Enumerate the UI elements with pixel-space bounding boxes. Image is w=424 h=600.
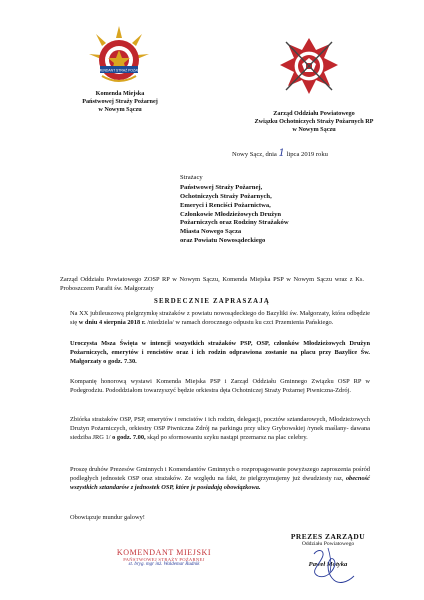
date-suffix: lipca 2019 roku xyxy=(286,151,328,158)
para1-date: w dniu 4 sierpnia 2018 r. xyxy=(78,318,146,326)
left-stamp-title: KOMENDANT MIEJSKI xyxy=(116,548,212,557)
left-caption-line2: Państwowej Straży Pożarnej xyxy=(82,98,158,106)
addressee-line4: Emeryci i Renciści Pożarnictwa, xyxy=(180,201,271,209)
request-paragraph xyxy=(70,466,370,492)
para4-time: o godz. 7.00, xyxy=(112,433,146,441)
addressee-line2: Państwowej Straży Pożarnej, xyxy=(180,183,263,191)
mass-paragraph: Uroczysta Msza Święta w intencji wszystkich strażaków PSP, OSP, członków Młodzieżowych Drużyn Pożarniczych, emerytów i rencistów oraz i ich rodzin odprawiona zostanie na placu przy Bazylice Św. Małgorzaty o godz. 7.30. xyxy=(70,340,370,365)
right-caption-line1: Zarząd Oddziału Powiatowego xyxy=(273,110,355,117)
addressee-block xyxy=(180,174,380,246)
psp-logo xyxy=(86,24,152,90)
left-stamp xyxy=(114,548,214,567)
left-stamp-signature: st. bryg. mgr inż. Waldemar Rudnik xyxy=(128,562,200,567)
addressee-line3: Ochotniczych Straży Pożarnych, xyxy=(180,192,272,200)
right-stamp-name: Paweł Motyka xyxy=(308,561,348,568)
para4-end: skąd po sformowaniu szyku nastąpi przemarsz na plac celebry. xyxy=(145,433,308,441)
date-prefix: Nowy Sącz, dnia xyxy=(232,151,277,158)
addressee-line5: Członkowie Młodzieżowych Drużyn xyxy=(180,210,282,218)
handwritten-signature xyxy=(288,546,370,590)
para1-start: Na XX jubileuszową pielgrzymkę strażaków z powiatu nowosądeckiego do Bazyliki św. Małgorzaty, która odbędzie się xyxy=(70,310,370,326)
honor-company-paragraph: Kompanię honorową wystawi Komenda Miejska PSP i Zarząd Oddziału Gminnego Związku OSP RP w Podegrodziu. Pododdziałom towarzyszyć będzie orkiestra dęta Ochotniczej Straży Pożarnej Piwniczna-Zdrój. xyxy=(70,378,370,394)
zosp-logo xyxy=(276,34,342,100)
addressee-line8: oraz Powiatu Nowosądeckiego xyxy=(180,237,266,245)
right-stamp-subtitle: Oddziału Powiatowego xyxy=(301,541,355,547)
pilgrimage-paragraph xyxy=(70,310,370,328)
closing-line: Obowiązuje mundur galowy! xyxy=(70,514,145,521)
gathering-paragraph xyxy=(70,416,370,442)
left-stamp-subtitle: PAŃSTWOWEJ STRAŻY POŻARNEJ xyxy=(123,557,205,562)
right-caption-line3: w Nowym Sączu xyxy=(292,126,336,134)
left-header-caption xyxy=(60,90,180,114)
addressee-line6: Pożarniczych oraz Rodziny Strażaków xyxy=(180,219,289,227)
left-caption-line1: Komenda Miejska xyxy=(95,90,145,97)
para5-start: Proszę druhów Prezesów Gminnych i Komendantów Gminnych o rozpropagowanie powyższego zaproszenia pośród podległych jednostek OSP oraz strażaków. Ze względu na fakt, że pielgrzymujemy już dwudziesty raz, xyxy=(70,466,370,482)
psp-logo-badge-text: KOMENDANT STRAŻ POŻARNA xyxy=(93,68,145,73)
para5-banners: obecność wszystkich sztandarów z jednostek OSP, które je posiadają obowiązkowa. xyxy=(70,474,370,491)
left-caption-line3: w Nowym Sączu xyxy=(98,106,142,114)
intro-paragraph: Zarząd Oddziału Powiatowego ZOSP RP w Nowym Sączu, Komenda Miejska PSP w Nowym Sączu wraz z Ks. Proboszczem Parafii św. Małgorzaty xyxy=(60,276,364,292)
right-stamp-title: PREZES ZARZĄDU xyxy=(290,532,366,541)
right-caption-line2: Związku Ochotniczych Straży Pożarnych RP xyxy=(254,118,374,126)
para1-end: /niedziela/ w ramach dorocznego odpustu ku czci Przemienia Pańskiego. xyxy=(145,318,334,326)
right-header-caption xyxy=(238,110,390,134)
addressee-line1: Strażacy xyxy=(180,174,203,181)
date-line xyxy=(232,148,392,159)
invitation-heading: SERDECZNIE ZAPRASZAJĄ xyxy=(153,298,271,305)
addressee-line7: Miasta Nowego Sącza xyxy=(180,228,242,236)
date-day-handwritten: 1 xyxy=(278,148,285,159)
para4-start: Zbiórka strażaków OSP, PSP, emerytów i rencistów i ich rodzin, delegacji, pocztów sztandarowych, Młodzieżowych Drużyn Pożarniczych, orkiestry OSP Piwniczna Zdrój na parkingu przy ulicy Grybowskiej /rynek maślany- dawana siedziba JRG 1/ xyxy=(70,416,370,441)
